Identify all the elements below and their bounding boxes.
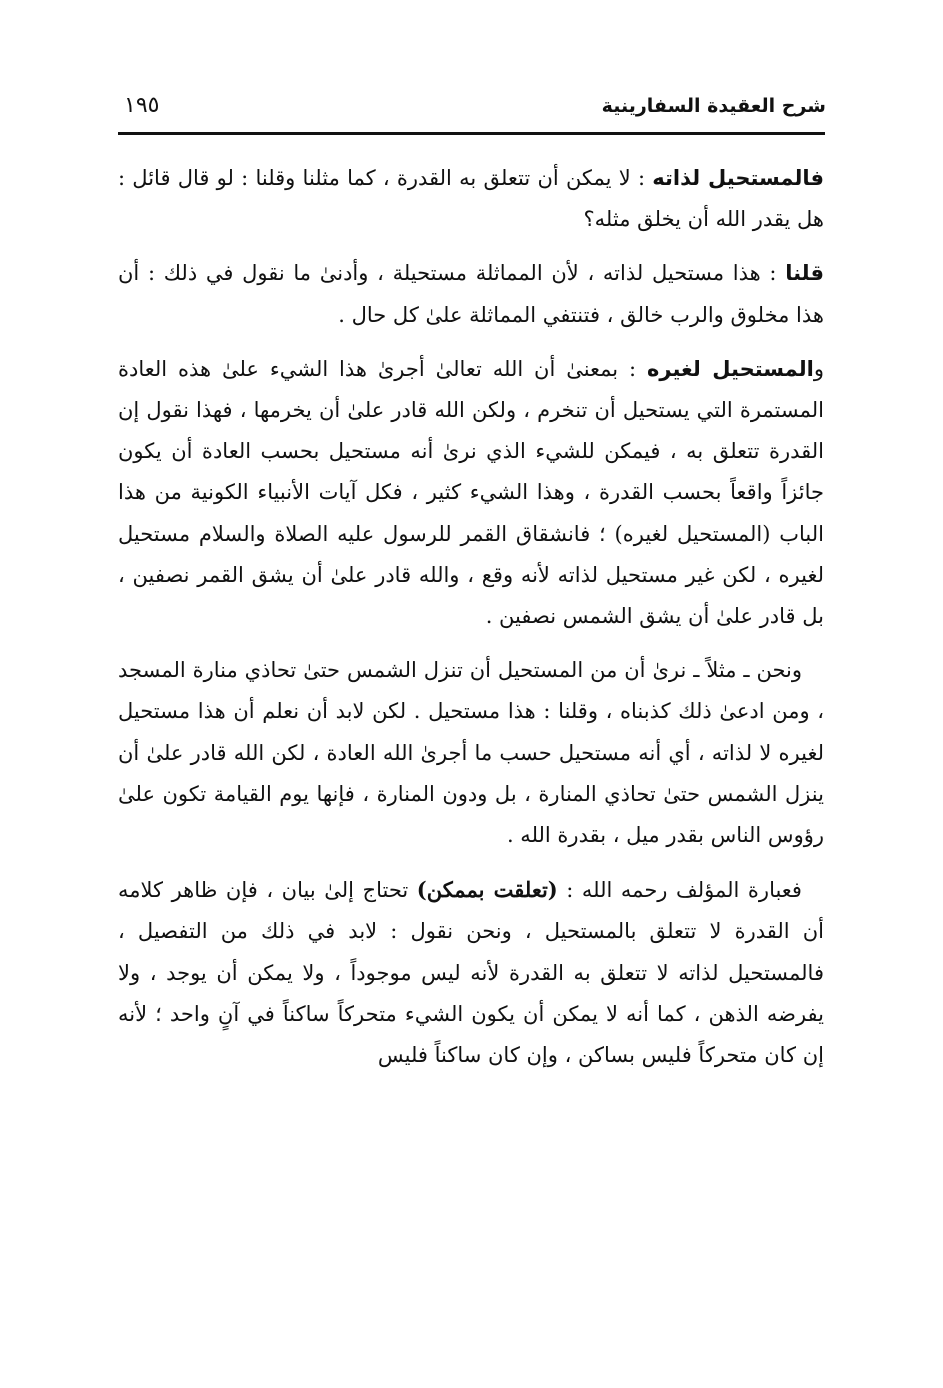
- header-divider: [118, 132, 825, 135]
- conjunction: و: [813, 356, 824, 381]
- paragraph-sun-example: [118, 650, 824, 856]
- paragraph-text: : لا يمكن أن تتعلق به القدرة ، كما مثلنا وقلنا : لو قال قائل : هل يقدر الله أن يخلق مثله؟: [118, 166, 824, 232]
- paragraph-impossible-for-other: [118, 349, 824, 637]
- term-we-said: قلنا: [785, 261, 824, 286]
- paragraph-text-after: تحتاج إلىٰ بيان ، فإن ظاهر كلامه أن القدرة لا تتعلق بالمستحيل ، ونحن نقول : لابد في ذلك من التفصيل ، فالمستحيل لذاته لا تتعلق به القدرة لأنه ليس موجوداً ، ولا يمكن أن يوجد ، ولا يفرضه الذهن ، كما أنه لا يمكن أن يكون الشيء متحركاً ساكناً في آنٍ واحد ؛ لأنه إن كان متحركاً فليس بساكن ، وإن كان ساكناً فليس: [118, 878, 824, 1068]
- paragraph-author-phrase: [118, 869, 824, 1076]
- paragraph-text: : بمعنىٰ أن الله تعالىٰ أجرىٰ هذا الشيء علىٰ هذه العادة المستمرة التي يستحيل أن تنخرم ، ولكن الله قادر علىٰ أن يخرمها ، فهذا نقول إن القدرة تتعلق به ، فيمكن للشيء الذي نرىٰ أنه مستحيل بحسب العادة أن يكون جائزاً واقعاً بحسب القدرة ، وهذا الشيء كثير ، فكل آيات الأنبياء الكونية من هذا الباب (المستحيل لغيره) ؛ فانشقاق القمر للرسول عليه الصلاة والسلام مستحيل لغيره ، لكن غير مستحيل لذاته لأنه وقع ، والله قادر علىٰ أن يشق القمر نصفين ، بل قادر علىٰ أن يشق الشمس نصفين .: [118, 356, 824, 629]
- paragraph-text: ونحن ـ مثلاً ـ نرىٰ أن من المستحيل أن تنزل الشمس حتىٰ تحاذي منارة المسجد ، ومن ادعىٰ ذلك كذبناه ، وقلنا : هذا مستحيل . لكن لابد أن نعلم أن هذا مستحيل لغيره لا لذاته ، أي أنه مستحيل حسب ما أجرىٰ الله العادة ، لكن الله قادر علىٰ أن ينزل الشمس حتىٰ تحاذي المنارة ، بل ودون المنارة ، فإنها يوم القيامة تكون علىٰ رؤوس الناس بقدر ميل ، بقدرة الله .: [118, 658, 824, 848]
- quoted-phrase: (تعلقت بممكن): [416, 877, 558, 903]
- paragraph-text-before: فعبارة المؤلف رحمه الله :: [566, 878, 802, 903]
- page-number: ١٩٥: [124, 93, 160, 118]
- page-body: [118, 158, 824, 1076]
- running-title: شرح العقيدة السفارينية: [601, 95, 826, 117]
- paragraph-impossible-in-itself: [118, 158, 824, 240]
- paragraph-answer: [118, 253, 824, 335]
- term-impossible-in-itself: فالمستحيل لذاته: [652, 166, 824, 190]
- page-header: [116, 88, 826, 128]
- term-impossible-for-other: المستحيل لغيره: [647, 356, 814, 381]
- paragraph-text: : هذا مستحيل لذاته ، لأن المماثلة مستحيلة ، وأدنىٰ ما نقول في ذلك : أن هذا مخلوق والرب خالق ، فتنتفي المماثلة علىٰ كل حال .: [118, 261, 824, 327]
